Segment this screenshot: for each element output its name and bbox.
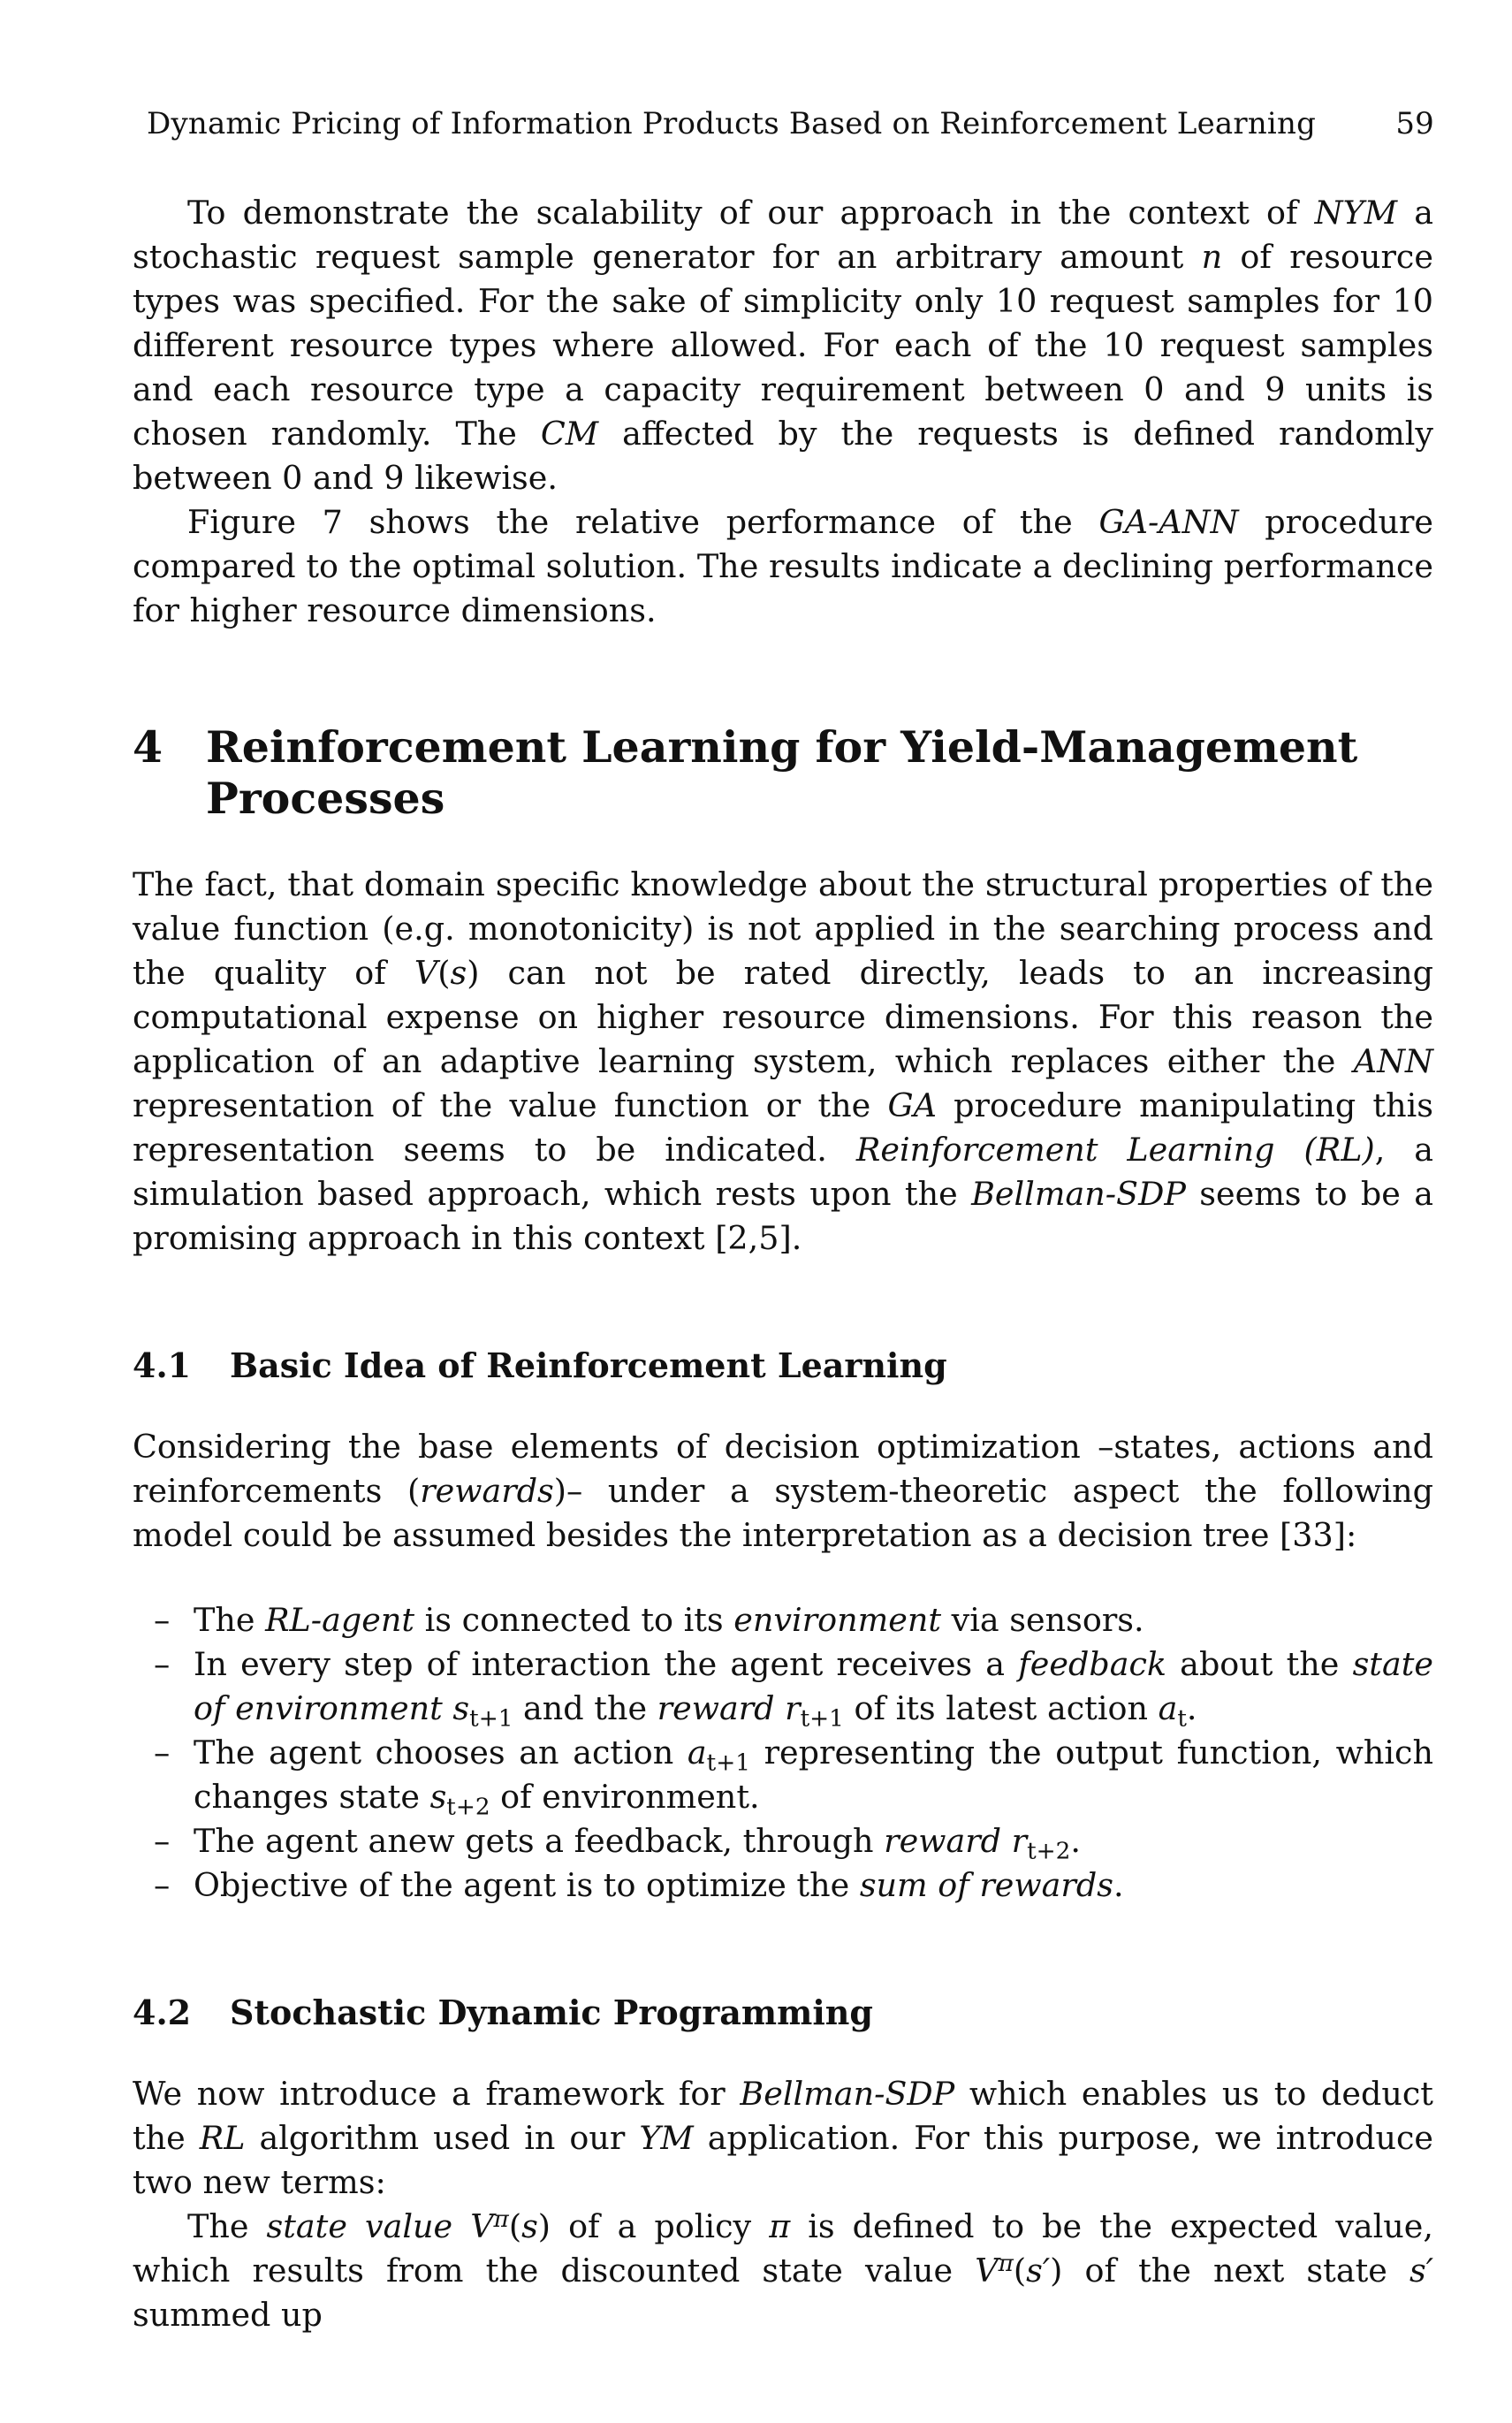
text: ) can not be rated directly, leads to an increasing computational expense on higher resource dimensions. For this reason the application of an adaptive learning system, which replaces either the <box>133 954 1434 1080</box>
list-item <box>133 1642 1433 1731</box>
term-rl: Reinforcement Learning (RL) <box>855 1131 1375 1169</box>
text: The <box>194 1601 266 1639</box>
text: algorithm used in our <box>245 2119 640 2157</box>
paragraph-state-value <box>133 2205 1433 2337</box>
model-list <box>133 1598 1433 1908</box>
term-rl: RL <box>199 2119 246 2157</box>
term-ym: YM <box>639 2119 694 2157</box>
math-n: n <box>1201 238 1223 276</box>
math-v: V <box>414 954 438 992</box>
text: about the <box>1166 1645 1353 1683</box>
text: Objective of the agent is to optimize the <box>194 1866 860 1904</box>
text: of resource types was specified. For the sake of simplicity only 10 request samples for 10 different resource types where allowed. For each of the 10 request samples and each resource type a capacity requirement between 0 and 9 units is chosen randomly. The <box>133 238 1433 453</box>
text: . <box>1070 1822 1081 1860</box>
text: )– under a system-theoretic aspect the following model could be assumed besides the interpretation as a decision tree [33]: <box>133 1472 1433 1554</box>
text: is connected to its <box>414 1601 734 1639</box>
term-bellman-sdp: Bellman-SDP <box>971 1175 1186 1213</box>
text: In every step of interaction the agent receives a <box>194 1645 1019 1683</box>
math-subscript: t+1 <box>469 1705 513 1733</box>
paragraph-rl-intro <box>133 863 1433 1261</box>
paragraph-framework <box>133 2072 1433 2205</box>
text: Figure 7 shows the relative performance of the <box>187 503 1099 541</box>
term-ann: ANN <box>1353 1042 1433 1080</box>
term-reward: reward <box>657 1689 775 1727</box>
math-s: s <box>450 954 467 992</box>
term-state-value: state value <box>266 2207 453 2245</box>
term-rl-agent: RL-agent <box>265 1601 415 1639</box>
term-state-of-environment: state of environment <box>194 1645 1434 1727</box>
subsection-number: 4.2 <box>133 1992 192 2032</box>
text: seems to be a promising approach in this context [2,5]. <box>133 1175 1433 1257</box>
text: is defined to be the expected value, which results from the discounted state value <box>133 2207 1434 2290</box>
text: ( <box>437 954 451 992</box>
subsection-number: 4.1 <box>133 1345 192 1385</box>
text: ( <box>1013 2252 1027 2290</box>
math-a: a <box>1158 1689 1178 1727</box>
paragraph-scalability <box>133 191 1433 500</box>
math-s: s <box>452 1689 470 1727</box>
list-item <box>133 1598 1433 1642</box>
list-item <box>133 1863 1433 1908</box>
text: via sensors. <box>941 1601 1144 1639</box>
math-superscript-pi: π <box>998 2251 1014 2278</box>
section-heading-4 <box>133 721 1433 824</box>
math-r: r <box>1011 1822 1028 1860</box>
text: Considering the base elements of decision optimization –states, actions and reinforcements ( <box>133 1428 1433 1510</box>
text: The fact, that domain specific knowledge about the structural properties of the value function (e.g. monotonicity) is not applied in the searching process and the quality of <box>133 865 1433 992</box>
text: and the <box>513 1689 657 1727</box>
text: procedure compared to the optimal solution. The results indicate a declining performance for higher resource dimensions. <box>133 503 1434 629</box>
text: affected by the requests is defined randomly between 0 and 9 likewise. <box>133 415 1433 497</box>
math-pi: π <box>769 2207 791 2245</box>
text: The <box>187 2207 267 2245</box>
list-item <box>133 1819 1433 1863</box>
math-subscript: t <box>1177 1705 1187 1733</box>
section-title: Reinforcement Learning for Yield-Management Processes <box>206 721 1358 824</box>
text: ( <box>508 2207 522 2245</box>
text: application. For this purpose, we introduce two new terms: <box>133 2119 1433 2201</box>
text: . <box>1186 1689 1197 1727</box>
text: of its latest action <box>843 1689 1159 1727</box>
text: , a simulation based approach, which rests upon the <box>133 1131 1434 1213</box>
section-number: 4 <box>133 721 163 773</box>
math-a: a <box>687 1733 707 1772</box>
subsection-heading-4-2 <box>133 1991 1433 2035</box>
text: To demonstrate the scalability of our approach in the context of <box>187 194 1315 232</box>
text: ) of the next state <box>1050 2252 1409 2290</box>
subsection-title: Stochastic Dynamic Programming <box>230 1992 873 2032</box>
math-v: V <box>975 2252 999 2290</box>
term-reward: reward <box>884 1822 1002 1860</box>
page-number: 59 <box>1395 106 1434 141</box>
text: which enables us to deduct the <box>133 2075 1433 2157</box>
term-nym: NYM <box>1314 194 1398 232</box>
text: a stochastic request sample generator for an arbitrary amount <box>133 194 1433 276</box>
text: representation of the value function or the <box>133 1086 888 1124</box>
page-body <box>133 191 1433 2337</box>
math-r: r <box>785 1689 801 1727</box>
term-environment: environment <box>733 1601 942 1639</box>
term-feedback: feedback <box>1018 1645 1167 1683</box>
math-subscript: t+1 <box>706 1749 750 1777</box>
text: The agent anew gets a feedback, through <box>194 1822 885 1860</box>
math-subscript: t+2 <box>446 1794 490 1821</box>
text: ) of a policy <box>537 2207 770 2245</box>
text: of environment. <box>490 1778 760 1816</box>
math-s-prime: s′ <box>1026 2252 1051 2290</box>
subsection-title: Basic Idea of Reinforcement Learning <box>230 1345 947 1385</box>
math-superscript-pi: π <box>493 2206 509 2234</box>
running-title: Dynamic Pricing of Information Products Based on Reinforcement Learning <box>147 106 1317 141</box>
term-ga: GA <box>887 1086 937 1124</box>
term-bellman-sdp: Bellman-SDP <box>740 2075 955 2113</box>
math-v: V <box>470 2207 494 2245</box>
text <box>1001 1822 1012 1860</box>
subsection-heading-4-1 <box>133 1344 1433 1388</box>
running-header <box>147 104 1434 143</box>
term-sum-of-rewards: sum of rewards <box>859 1866 1113 1904</box>
text: . <box>1113 1866 1124 1904</box>
math-s-prime: s′ <box>1409 2252 1433 2290</box>
text: summed up <box>133 2296 323 2334</box>
text: representing the output function, which changes state <box>194 1733 1433 1816</box>
paragraph-model <box>133 1425 1433 1558</box>
text <box>443 1689 453 1727</box>
text <box>775 1689 786 1727</box>
term-cm: CM <box>540 415 599 453</box>
text: procedure manipulating this representation seems to be indicated. <box>133 1086 1434 1169</box>
math-s: s <box>429 1778 447 1816</box>
text <box>452 2207 470 2245</box>
term-ga-ann: GA-ANN <box>1098 503 1239 541</box>
text: We now introduce a framework for <box>133 2075 741 2113</box>
text: The agent chooses an action <box>194 1733 688 1772</box>
term-rewards: rewards <box>420 1472 554 1510</box>
math-subscript: t+1 <box>800 1705 844 1733</box>
paragraph-figure7 <box>133 500 1433 633</box>
list-item <box>133 1731 1433 1819</box>
math-subscript: t+2 <box>1027 1838 1071 1865</box>
math-s: s <box>521 2207 538 2245</box>
